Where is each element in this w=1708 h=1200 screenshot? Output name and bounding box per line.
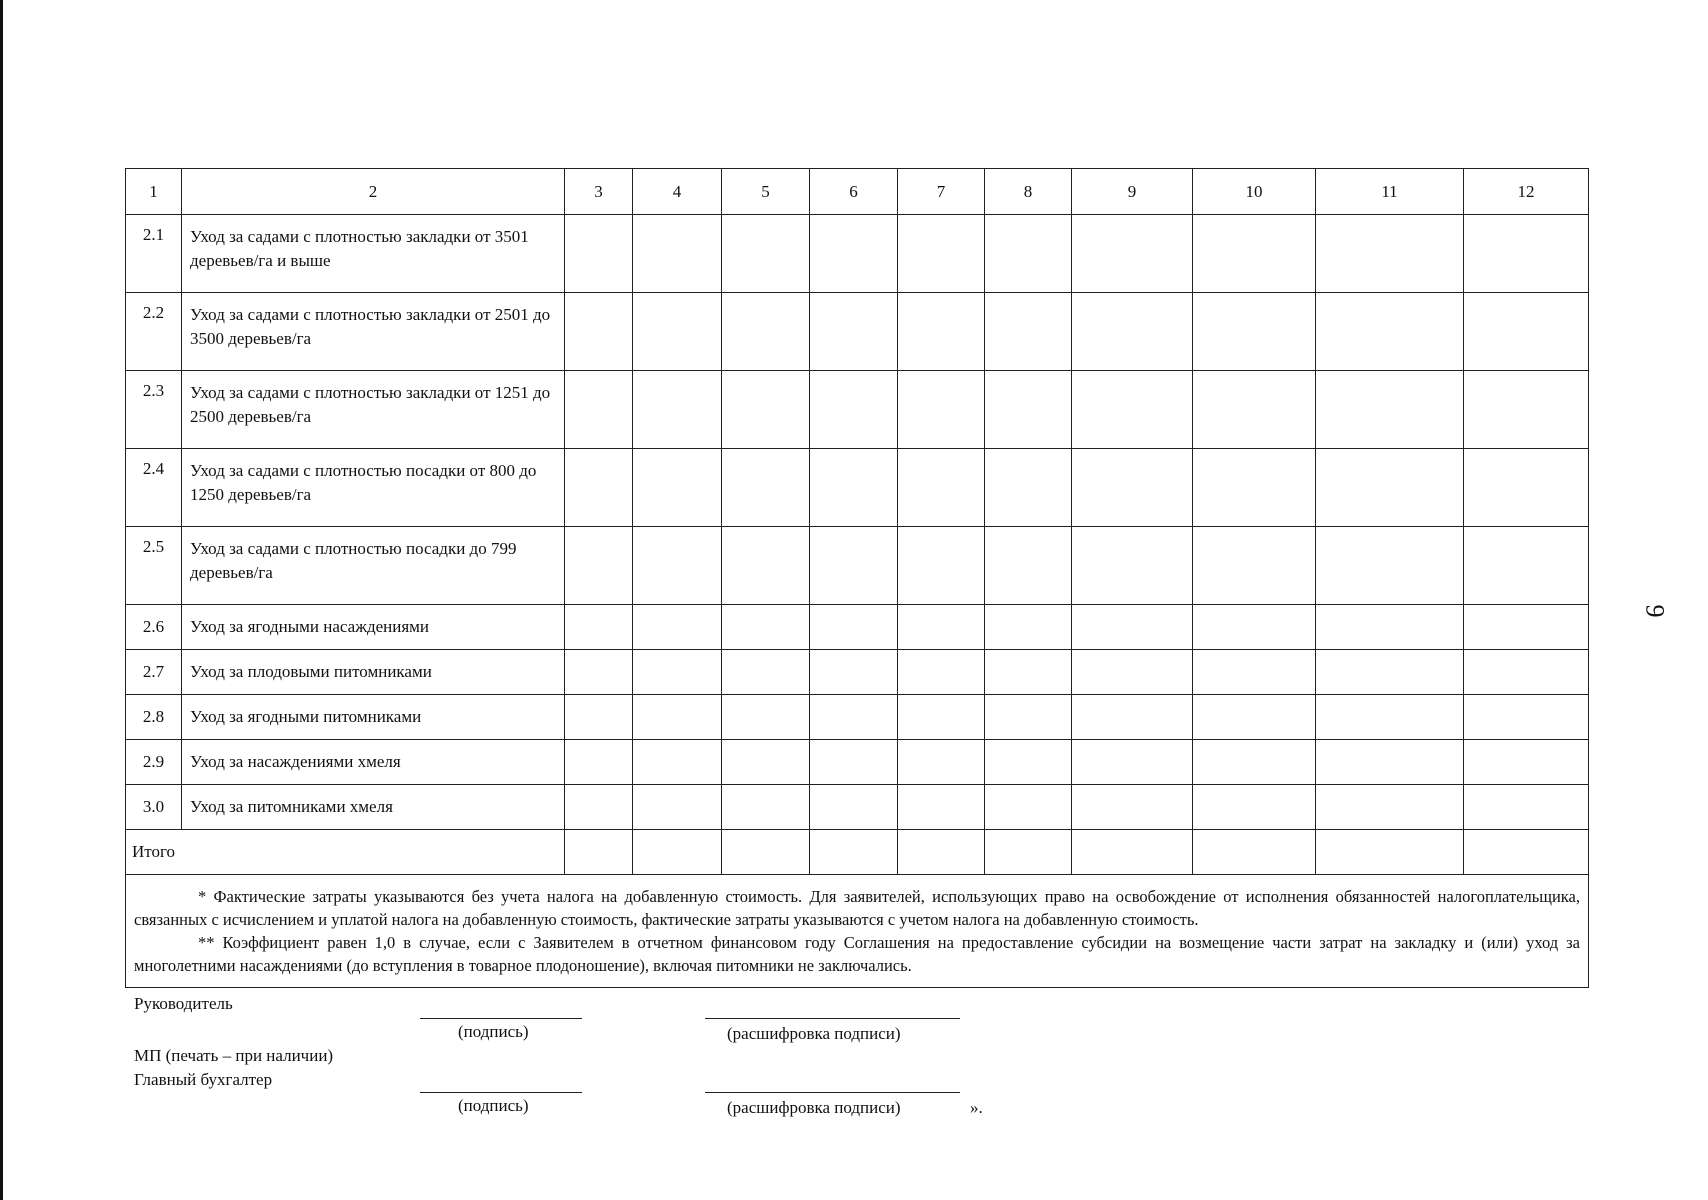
table-header-row <box>126 169 1589 215</box>
value-cell[interactable] <box>810 449 898 527</box>
value-cell[interactable] <box>722 293 810 371</box>
total-row <box>126 830 1589 875</box>
value-cell[interactable] <box>1193 695 1316 740</box>
total-cell[interactable] <box>633 830 722 875</box>
total-cell[interactable] <box>1316 830 1464 875</box>
value-cell[interactable] <box>898 449 985 527</box>
column-header: 6 <box>810 169 898 215</box>
value-cell[interactable] <box>633 785 722 830</box>
table-row <box>126 293 1589 371</box>
value-cell[interactable] <box>898 371 985 449</box>
total-cell[interactable] <box>810 830 898 875</box>
row-name: Уход за насаждениями хмеля <box>182 740 565 785</box>
value-cell[interactable] <box>565 605 633 650</box>
value-cell[interactable] <box>1316 740 1464 785</box>
value-cell[interactable] <box>810 293 898 371</box>
value-cell[interactable] <box>1193 371 1316 449</box>
value-cell[interactable] <box>565 695 633 740</box>
value-cell[interactable] <box>1316 215 1464 293</box>
value-cell[interactable] <box>565 449 633 527</box>
value-cell[interactable] <box>633 449 722 527</box>
column-header: 4 <box>633 169 722 215</box>
table-row <box>126 605 1589 650</box>
value-cell[interactable] <box>1193 449 1316 527</box>
value-cell[interactable] <box>722 650 810 695</box>
value-cell[interactable] <box>633 740 722 785</box>
value-cell[interactable] <box>722 527 810 605</box>
value-cell[interactable] <box>985 293 1072 371</box>
value-cell[interactable] <box>565 785 633 830</box>
row-number: 2.7 <box>126 650 182 695</box>
value-cell[interactable] <box>1193 740 1316 785</box>
value-cell[interactable] <box>810 740 898 785</box>
column-header: 7 <box>898 169 985 215</box>
value-cell[interactable] <box>565 740 633 785</box>
value-cell[interactable] <box>1072 293 1193 371</box>
value-cell[interactable] <box>985 740 1072 785</box>
value-cell[interactable] <box>722 605 810 650</box>
table-row <box>126 785 1589 830</box>
cost-table <box>125 168 1589 988</box>
row-number: 2.6 <box>126 605 182 650</box>
row-number: 2.4 <box>126 449 182 527</box>
row-number: 2.9 <box>126 740 182 785</box>
value-cell[interactable] <box>633 527 722 605</box>
value-cell[interactable] <box>810 215 898 293</box>
value-cell[interactable] <box>1464 695 1589 740</box>
value-cell[interactable] <box>565 650 633 695</box>
column-header: 5 <box>722 169 810 215</box>
row-name: Уход за садами с плотностью посадки от 800 до 1250 деревьев/га <box>182 449 565 527</box>
value-cell[interactable] <box>1316 650 1464 695</box>
value-cell[interactable] <box>1072 527 1193 605</box>
value-cell[interactable] <box>1316 449 1464 527</box>
table-row <box>126 695 1589 740</box>
value-cell[interactable] <box>1072 605 1193 650</box>
value-cell[interactable] <box>1193 650 1316 695</box>
column-header: 9 <box>1072 169 1193 215</box>
table-row <box>126 449 1589 527</box>
value-cell[interactable] <box>898 695 985 740</box>
total-label: Итого <box>126 830 565 875</box>
head-decode-caption: (расшифровка подписи) <box>727 1024 901 1043</box>
value-cell[interactable] <box>810 650 898 695</box>
closing-quote: ». <box>970 1098 983 1117</box>
value-cell[interactable] <box>1072 371 1193 449</box>
value-cell[interactable] <box>722 371 810 449</box>
value-cell[interactable] <box>1072 785 1193 830</box>
row-name: Уход за ягодными питомниками <box>182 695 565 740</box>
value-cell[interactable] <box>898 650 985 695</box>
footnotes <box>126 875 1589 988</box>
value-cell[interactable] <box>898 785 985 830</box>
value-cell[interactable] <box>722 449 810 527</box>
value-cell[interactable] <box>633 215 722 293</box>
value-cell[interactable] <box>1464 740 1589 785</box>
column-header: 12 <box>1464 169 1589 215</box>
value-cell[interactable] <box>985 650 1072 695</box>
value-cell[interactable] <box>810 695 898 740</box>
value-cell[interactable] <box>633 371 722 449</box>
total-cell[interactable] <box>898 830 985 875</box>
total-cell[interactable] <box>565 830 633 875</box>
row-name: Уход за садами с плотностью закладки от 2501 до 3500 деревьев/га <box>182 293 565 371</box>
value-cell[interactable] <box>633 695 722 740</box>
row-number: 3.0 <box>126 785 182 830</box>
value-cell[interactable] <box>722 740 810 785</box>
value-cell[interactable] <box>565 527 633 605</box>
row-name: Уход за ягодными насаждениями <box>182 605 565 650</box>
page-number: 9 <box>1640 604 1670 618</box>
value-cell[interactable] <box>898 527 985 605</box>
value-cell[interactable] <box>565 215 633 293</box>
row-name: Уход за плодовыми питомниками <box>182 650 565 695</box>
row-name: Уход за садами с плотностью посадки до 799 деревьев/га <box>182 527 565 605</box>
head-signature-caption: (подпись) <box>458 1022 529 1041</box>
value-cell[interactable] <box>985 605 1072 650</box>
footnote-coefficient: ** Коэффициент равен 1,0 в случае, если с Заявителем в отчетном финансовом году Соглашения на предоставление субсидии на возмещение части затрат на закладку и (или) уход за многолетними насаждениями (до вступления в товарное плодоношение), включая питомники не заключались. <box>134 933 1580 975</box>
value-cell[interactable] <box>810 527 898 605</box>
value-cell[interactable] <box>1464 293 1589 371</box>
stamp-label: МП (печать – при наличии) <box>134 1046 334 1065</box>
value-cell[interactable] <box>1072 695 1193 740</box>
value-cell[interactable] <box>1193 605 1316 650</box>
footnote-vat: * Фактические затраты указываются без учета налога на добавленную стоимость. Для заявителей, использующих право на освобождение от исполнения обязанностей налогоплательщика, связанных с исчислением и уплатой налога на добавленную стоимость, фактические затраты указываются с учетом налога на добавленную стоимость. <box>134 887 1580 929</box>
value-cell[interactable] <box>565 371 633 449</box>
column-header: 11 <box>1316 169 1464 215</box>
accountant-signature-caption: (подпись) <box>458 1096 529 1115</box>
accountant-decode-caption: (расшифровка подписи) <box>727 1098 901 1117</box>
value-cell[interactable] <box>810 785 898 830</box>
value-cell[interactable] <box>722 695 810 740</box>
row-name: Уход за питомниками хмеля <box>182 785 565 830</box>
value-cell[interactable] <box>565 293 633 371</box>
value-cell[interactable] <box>985 215 1072 293</box>
value-cell[interactable] <box>898 293 985 371</box>
total-cell[interactable] <box>985 830 1072 875</box>
value-cell[interactable] <box>1072 650 1193 695</box>
value-cell[interactable] <box>1316 527 1464 605</box>
notes-row <box>126 875 1589 988</box>
value-cell[interactable] <box>1193 293 1316 371</box>
value-cell[interactable] <box>1464 449 1589 527</box>
value-cell[interactable] <box>898 215 985 293</box>
head-label: Руководитель <box>134 994 233 1013</box>
value-cell[interactable] <box>985 695 1072 740</box>
value-cell[interactable] <box>810 371 898 449</box>
row-name: Уход за садами с плотностью закладки от 3501 деревьев/га и выше <box>182 215 565 293</box>
value-cell[interactable] <box>985 527 1072 605</box>
value-cell[interactable] <box>1464 650 1589 695</box>
value-cell[interactable] <box>1316 785 1464 830</box>
row-number: 2.3 <box>126 371 182 449</box>
total-cell[interactable] <box>722 830 810 875</box>
table-row <box>126 650 1589 695</box>
value-cell[interactable] <box>1072 215 1193 293</box>
column-header: 2 <box>182 169 565 215</box>
accountant-decode-line[interactable] <box>705 1092 960 1093</box>
value-cell[interactable] <box>633 605 722 650</box>
value-cell[interactable] <box>985 785 1072 830</box>
value-cell[interactable] <box>1316 695 1464 740</box>
accountant-signature-line[interactable] <box>420 1092 582 1093</box>
value-cell[interactable] <box>898 605 985 650</box>
value-cell[interactable] <box>1464 527 1589 605</box>
value-cell[interactable] <box>1316 371 1464 449</box>
row-name: Уход за садами с плотностью закладки от 1251 до 2500 деревьев/га <box>182 371 565 449</box>
row-number: 2.2 <box>126 293 182 371</box>
value-cell[interactable] <box>633 293 722 371</box>
value-cell[interactable] <box>1193 215 1316 293</box>
head-decode-line[interactable] <box>705 1018 960 1019</box>
value-cell[interactable] <box>1316 293 1464 371</box>
value-cell[interactable] <box>1464 371 1589 449</box>
value-cell[interactable] <box>1193 527 1316 605</box>
value-cell[interactable] <box>898 740 985 785</box>
page-left-edge <box>0 0 3 1200</box>
total-cell[interactable] <box>1464 830 1589 875</box>
value-cell[interactable] <box>722 785 810 830</box>
table-row <box>126 215 1589 293</box>
value-cell[interactable] <box>1072 449 1193 527</box>
column-header: 1 <box>126 169 182 215</box>
column-header: 3 <box>565 169 633 215</box>
total-cell[interactable] <box>1193 830 1316 875</box>
table-row <box>126 527 1589 605</box>
value-cell[interactable] <box>1193 785 1316 830</box>
column-header: 8 <box>985 169 1072 215</box>
accountant-label: Главный бухгалтер <box>134 1070 273 1089</box>
value-cell[interactable] <box>633 650 722 695</box>
head-signature-line[interactable] <box>420 1018 582 1019</box>
value-cell[interactable] <box>722 215 810 293</box>
row-number: 2.1 <box>126 215 182 293</box>
total-cell[interactable] <box>1072 830 1193 875</box>
table-row <box>126 371 1589 449</box>
row-number: 2.5 <box>126 527 182 605</box>
value-cell[interactable] <box>1072 740 1193 785</box>
column-header: 10 <box>1193 169 1316 215</box>
value-cell[interactable] <box>1464 785 1589 830</box>
value-cell[interactable] <box>1316 605 1464 650</box>
value-cell[interactable] <box>985 371 1072 449</box>
value-cell[interactable] <box>985 449 1072 527</box>
table-row <box>126 740 1589 785</box>
value-cell[interactable] <box>810 605 898 650</box>
value-cell[interactable] <box>1464 215 1589 293</box>
value-cell[interactable] <box>1464 605 1589 650</box>
row-number: 2.8 <box>126 695 182 740</box>
